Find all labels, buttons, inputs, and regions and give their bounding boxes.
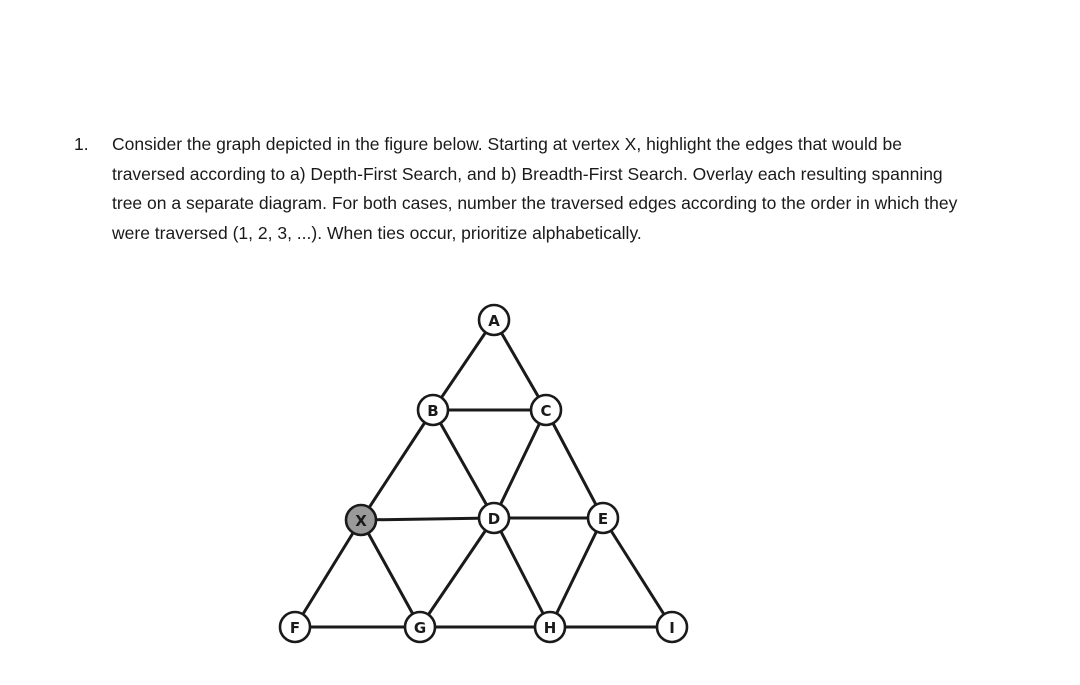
vertex-e [588, 503, 618, 533]
vertex-label-f: F [289, 619, 301, 637]
vertex-label-x: X [355, 512, 367, 530]
edge-c-e [546, 410, 603, 518]
edge-e-h [550, 518, 603, 627]
vertex-a [479, 305, 509, 335]
edge-x-d [361, 518, 494, 520]
edge-d-h [494, 518, 550, 627]
question-number: 1. [74, 134, 89, 154]
graph-vertices [280, 305, 687, 642]
vertex-label-e: E [597, 510, 609, 528]
vertex-label-b: B [427, 402, 439, 420]
vertex-label-g: G [413, 619, 427, 637]
vertex-label-c: C [540, 402, 552, 420]
graph-edges [295, 320, 672, 627]
edge-b-x [361, 410, 433, 520]
vertex-label-i: I [669, 619, 675, 637]
edge-c-d [494, 410, 546, 518]
vertex-b [418, 395, 448, 425]
question-text: Consider the graph depicted in the figure below. Starting at vertex X, highlight the edges that would be traversed according to a) Depth-First Search, and b) Breadth-First Search. Overlay each resulting spanning tree on a separate diagram. For both cases, number the traversed edges according to the order in which they were traversed (1, 2, 3, ...). When ties occur, prioritize alphabetically. [112, 134, 958, 243]
vertex-label-a: A [488, 312, 500, 330]
edge-b-d [433, 410, 494, 518]
edge-x-f [295, 520, 361, 627]
edge-d-g [420, 518, 494, 627]
edge-a-b [433, 320, 494, 410]
vertex-i [657, 612, 687, 642]
vertex-f [280, 612, 310, 642]
vertex-label-h: H [543, 619, 557, 637]
edge-x-g [361, 520, 420, 627]
vertex-d [479, 503, 509, 533]
vertex-c [531, 395, 561, 425]
vertex-h [535, 612, 565, 642]
vertex-x [346, 505, 376, 535]
vertex-label-d: D [487, 510, 501, 528]
edge-e-i [603, 518, 672, 627]
vertex-g [405, 612, 435, 642]
